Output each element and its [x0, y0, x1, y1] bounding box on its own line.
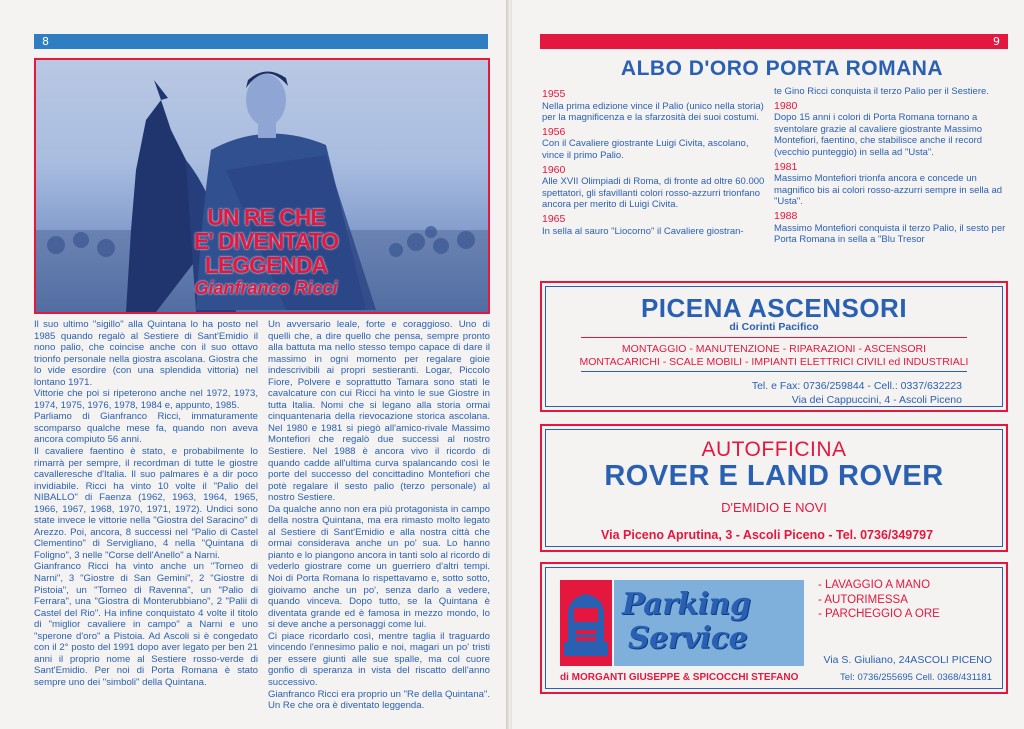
albo-column-left — [542, 86, 766, 237]
ad-autofficina-rover — [540, 424, 1008, 552]
ad-owners: D'EMIDIO E NOVI — [721, 500, 827, 515]
albo-year: 1960 — [542, 163, 566, 176]
ad-address: Via dei Cappuccini, 4 - Ascoli Piceno — [791, 394, 962, 406]
rider-photo — [34, 58, 490, 314]
page-number-left: 8 — [42, 35, 49, 48]
albo-year: 1965 — [542, 212, 566, 225]
page-number-bar-right — [540, 34, 1008, 49]
paragraph: Da qualche anno non era più protagonista in campo della nostra Quintana, ma era rimasto molto legato al Sestiere di Sant'Emidio e alla nostra città che ormai considerava anche un po' sua. Lo hanno pianto e lo piangono ancora in tanti solo al ricordo di vederlo giostrare come un guerriero d'altri tempi. Noi di Porta Romana lo rispettavamo e, sotto sotto, gioivamo anche un po', senza darlo a vedere, quando vinceva. Dopo tutto, se la Quintana è diventata grande ed è famosa in mezzo mondo, lo si deve anche a personaggi come lui. — [268, 503, 490, 631]
ad-services-line: MONTACARICHI - SCALE MOBILI - IMPIANTI ELETTRICI CIVILI ed INDUSTRIALI — [579, 356, 969, 368]
albo-entry: Con il Cavaliere giostrante Luigi Civita, ascolano, vince il primo Palio. — [542, 138, 749, 161]
albo-entry: Massimo Montefiori conquista il terzo Palio, il sesto per Porta Romana in sella a "Blu Tresor — [774, 222, 1006, 246]
logo-word-service: Service — [628, 621, 748, 656]
albo-column-right — [774, 86, 1006, 246]
left-page — [0, 0, 508, 729]
albo-entry: In sella al sauro "Liocorno" il Cavaliere giostran- — [542, 225, 744, 237]
albo-year: 1988 — [774, 209, 798, 222]
paragraph: Gianfranco Ricci era proprio un "Re della Quintana". Un Re che ora è diventato leggenda. — [268, 688, 490, 712]
divider — [581, 371, 967, 372]
divider — [581, 337, 967, 338]
service-item: - AUTORIMESSA — [818, 593, 940, 608]
paragraph: Il cavaliere faentino è stato, e probabilmente lo rimarrà per sempre, il recordman di tutte le giostre cavalleresche d'Italia. Il suo palmares è a dir poco invidiabile. Ricci ha vinto 10 volte il "Palio del NIBALLO" di Faenza (1962, 1963, 1964, 1965, 1966, 1967, 1968, 1970, 1971, 1972). Undici sono state invece le vittorie nella "Giostra del Saracino" di Arezzo. Poi, ancora, 8 successi nel "Palio di Castel Clementino" di Servigliano, 4 nella "Quintana di Foligno", 3 nelle "Corse dell'Anello" a Narni. — [34, 446, 258, 561]
ad-parking-service — [540, 562, 1008, 694]
paragraph: Parliamo di Gianfranco Ricci, immaturamente scomparso qualche mese fa, quando non aveva ancora compiuto 56 anni. — [34, 411, 258, 446]
service-item: - PARCHEGGIO A ORE — [818, 607, 940, 622]
ad-inner-frame — [545, 567, 1003, 689]
ad-address: Via Piceno Aprutina, 3 - Ascoli Piceno - Tel. 0736/349797 — [601, 528, 934, 542]
ad-inner-frame — [545, 429, 1003, 547]
ad-address: Via S. Giuliano, 24ASCOLI PICENO — [823, 654, 992, 666]
paragraph: Il suo ultimo "sigillo" alla Quintana lo ha posto nel 1985 quando regalò al Sestiere di Sant'Emidio il nono palio, che coincise anche con il suo ottavo trionfo personale nella giostra ascolana. Giostra che lo vide esordire (con una splendida vittoria) nel lontano 1971. — [34, 319, 258, 388]
page-number-right: 9 — [993, 35, 1000, 48]
albo-year: 1980 — [774, 99, 798, 112]
article-subtitle: Gianfranco Ricci — [194, 278, 338, 298]
service-item: - LAVAGGIO A MANO — [818, 578, 940, 593]
ad-owners: di MORGANTI GIUSEPPE & SPICOCCHI STEFANO — [560, 672, 799, 683]
ad-company-name: PICENA ASCENSORI — [640, 293, 908, 323]
albo-year: 1956 — [542, 125, 566, 138]
ad-company-name: ROVER E LAND ROVER — [604, 460, 944, 492]
albo-entry: Dopo 15 anni i colori di Porta Romana tornano a sventolare grazie al cavaliere giostrante Massimo Montefiori, faentino, che stabilisce anche il record (vecchio punteggio) in sella ad "Usta". — [774, 112, 983, 158]
article-column-right — [268, 319, 490, 712]
page-number-bar-left — [34, 34, 488, 49]
albo-entry: te Gino Ricci conquista il terzo Palio per il Sestiere. — [774, 86, 989, 97]
ad-phone: Tel: 0736/255695 Cell. 0368/431181 — [840, 672, 992, 683]
albo-entry: Nella prima edizione vince il Palio (unico nella storia) per la magnificenza e la sfarzosità dei suoi costumi. — [542, 100, 764, 124]
paragraph: Ci piace ricordarlo così, mentre taglia il traguardo vincendo l'ennesimo palio e noi, magari un po' tristi per essere giunti alle sue spalle, ma col cuore gonfio di speranza in vista del riscatto dell'anno successivo. — [268, 630, 490, 688]
ad-services-line: MONTAGGIO - MANUTENZIONE - RIPARAZIONI - ASCENSORI — [621, 343, 927, 355]
ad-services-list — [818, 578, 940, 622]
ad-picena-ascensori — [540, 281, 1008, 412]
article-title-line-3: LEGGENDA — [204, 252, 328, 278]
ad-company-type: AUTOFFICINA — [701, 438, 847, 461]
paragraph: Un avversario leale, forte e coraggioso. Uno di quelli che, a dire quello che pensa, sempre pronto alla battuta ma nello stesso tempo capace di dare il massimo in ogni momento per regalare gioie indescrivibili ai propri sestieranti. Logar, Piccolo Fiore, Polvere e soprattutto Tamara sono stati le cavalcature con cui Ricci ha vinto le sue Giostre in tutta Italia. Nomi che si legano alla storia ormai cinquantenaria della rievocazione storica ascolana. Nel 1980 e 1981 si piegò all'amico-rivale Massimo Montefiori che regalò due successi al nostro Sestiere. Nel 1988 è ancora vivo il ricordo di quando cadde all'ultima curva spalancando così le porte del successo del concittadino Montefiori che potè regalare il sesto palio (terzo personale) al nostro Sestiere. — [268, 319, 490, 504]
paragraph: Gianfranco Ricci ha vinto anche un "Torneo di Narni", 3 "Giostre di San Gemini", 2 "Giostre di Pistoia", un "Torneo di Ravenna", un "Palio di Ferrara", una "Giostra di Monterubbiano", 2 "Palii di Castel del Rio". Ha infine conquistato 4 volte il titolo di "miglior cavaliere in campo" a Narni e uno "sperone d'oro" a Pistoia. Ad Ascoli si è congedato con il 2° posto del 1991 dopo aver legato per ben 21 anni il proprio nome al Sestiere rosso-verde di Sant'Emidio. Per noi di Porta Romana è stato sempre uno dei "simboli" della Quintana. — [34, 561, 258, 688]
article-column-left — [34, 319, 258, 689]
ad-inner-frame — [545, 286, 1003, 407]
right-page — [512, 0, 1024, 729]
ad-phone: Tel. e Fax: 0736/259844 - Cell.: 0337/632223 — [751, 380, 962, 392]
albo-year: 1981 — [774, 160, 798, 173]
paragraph: Vittorie che poi si ripeterono anche nel 1972, 1973, 1974, 1975, 1976, 1978, 1984 e, appunto, 1985. — [34, 388, 258, 411]
albo-title: ALBO D'ORO PORTA ROMANA — [620, 57, 944, 80]
albo-entry: Massimo Montefiori trionfa ancora e concede un magnifico bis ai colori rosso-azzurri sempre in sella ad "Usta". — [774, 173, 1003, 208]
albo-year: 1955 — [542, 88, 566, 100]
article-title-line-2: E' DIVENTATO — [193, 228, 339, 254]
ad-company-owner: di Corinti Pacifico — [729, 321, 819, 333]
article-title-line-1: UN RE CHE — [207, 204, 325, 230]
albo-entry: Alle XVII Olimpiadi di Roma, di fronte ad oltre 60.000 spettatori, gli sfavillanti colori rosso-azzurri trionfano ancora per merito di Luigi Civita. — [542, 176, 765, 211]
logo-word-parking: Parking — [622, 587, 751, 622]
